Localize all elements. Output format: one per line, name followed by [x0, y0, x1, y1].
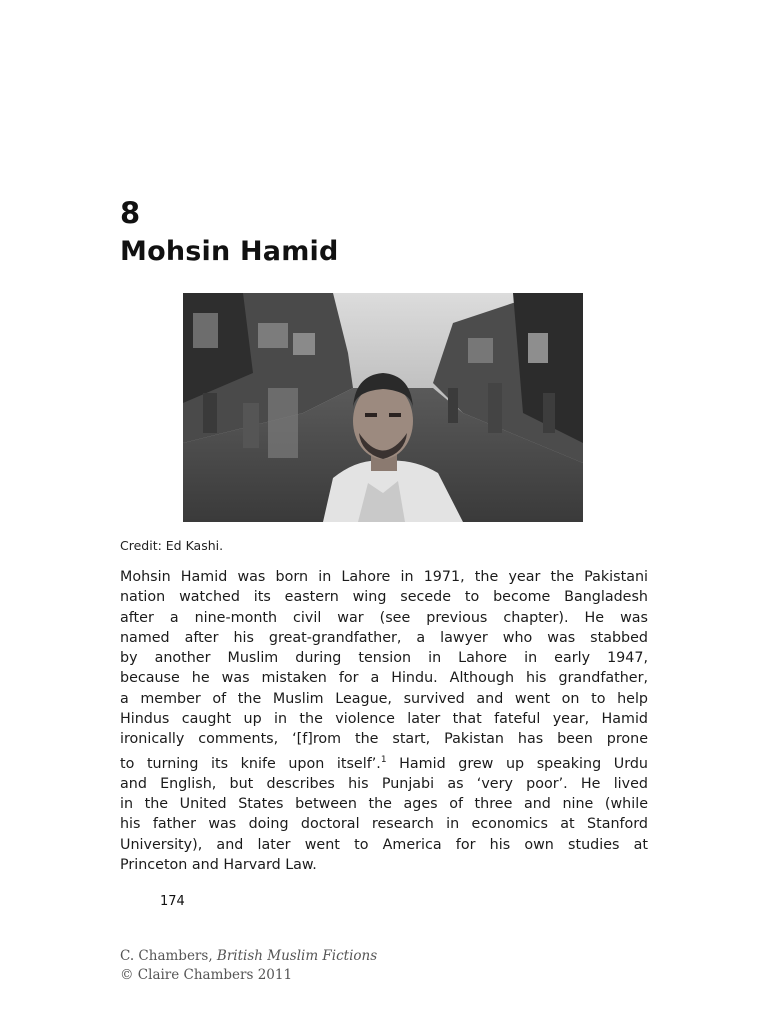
body-line-start: to turning its knife upon itself’. [120, 755, 381, 772]
copyright-footer [120, 947, 377, 985]
photo-credit: Credit: Ed Kashi. [120, 538, 224, 553]
body-line: Princeton and Harvard Law. [120, 856, 317, 873]
body-line: University), and later went to America for his own studies at [120, 836, 648, 853]
footnote-marker: 1 [380, 754, 387, 765]
body-line: Mohsin Hamid was born in Lahore in 1971, the year the Pakistani [120, 569, 648, 585]
chapter-title: Mohsin Hamid [120, 236, 339, 267]
footer-book-title: British Muslim Fictions [216, 948, 378, 964]
body-line-end: Hamid grew up speaking Urdu [386, 755, 648, 772]
author-photo [183, 293, 583, 522]
body-line: his father was doing doctoral research in economics at Stanford [120, 816, 648, 833]
body-line: ironically comments, ‘[f]rom the start, Pakistan has been prone [120, 731, 648, 748]
chapter-number: 8 [120, 196, 141, 230]
page-number: 174 [160, 894, 185, 909]
footer-copyright: © Claire Chambers 2011 [120, 967, 293, 983]
body-line: a member of the Muslim League, survived and went on to help [120, 690, 648, 707]
body-line: in the United States between the ages of three and nine (while [120, 796, 648, 813]
body-line: nation watched its eastern wing secede to become Bangladesh [120, 589, 648, 606]
body-line-with-footnote [120, 750, 648, 774]
body-line: after a nine-month civil war (see previous chapter). He was [120, 609, 648, 626]
footer-citation [120, 947, 377, 966]
body-line: by another Muslim during tension in Lahore in early 1947, [120, 650, 648, 667]
body-line: and English, but describes his Punjabi as ‘very poor’. He lived [120, 775, 648, 792]
body-line: named after his great-grandfather, a lawyer who was stabbed [120, 629, 648, 646]
body-paragraph [120, 567, 648, 875]
footer-author: C. Chambers, [120, 948, 217, 964]
body-line: Hindus caught up in the violence later that fateful year, Hamid [120, 711, 648, 728]
body-line: because he was mistaken for a Hindu. Although his grandfather, [120, 670, 648, 687]
